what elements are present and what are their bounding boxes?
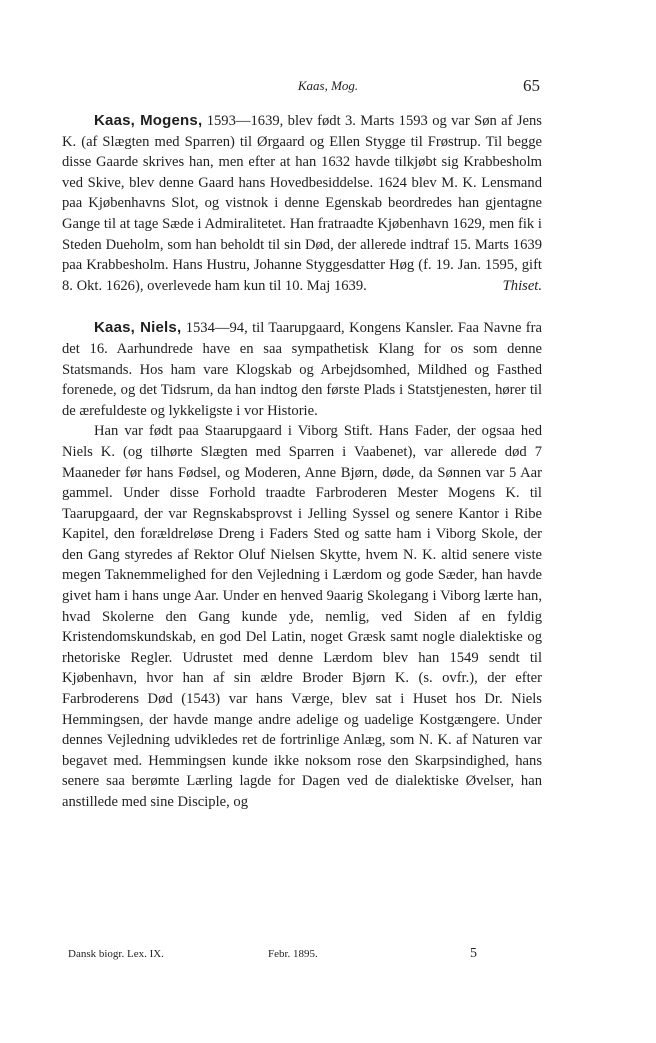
running-title: Kaas, Mog.	[297, 78, 359, 93]
article-paragraph	[62, 421, 542, 812]
headword: Kaas, Niels,	[94, 319, 182, 337]
article-paragraph	[62, 111, 542, 296]
running-head	[0, 76, 656, 98]
footer-publication: Dansk biogr. Lex. IX.	[68, 948, 164, 960]
page-body	[62, 111, 542, 813]
page-footer	[0, 946, 656, 966]
article-paragraph	[62, 318, 542, 421]
footer-date: Febr. 1895.	[268, 948, 318, 960]
author-signature: Thiset.	[502, 277, 542, 294]
footer-signature-mark: 5	[470, 946, 477, 961]
article-kaas-niels	[62, 318, 542, 812]
paragraph-text: 1593—1639, blev født 3. Marts 1593 og var Søn af Jens K. (af Slægten med Sparren) til Ørgaard og Ellen Stygge til Frøstrup. Til begge disse Gaarde skrives han, men efter at han 1632 havde tilkjøbt sig Krabbesholm ved Skive, blev denne Gaard hans Hovedbesiddelse. 1624 blev M. K. Lensmand paa Kjøbenhavns Slot, og vistnok i denne Egenskab beordredes han gjentagne Gange til at tage Sæde i Admiralitetet. Han fratraadte Kjøbenhavn 1629, men fik i Steden Dueholm, som han beholdt til sin Død, der allerede indtraf 15. Marts 1639 paa Krabbesholm. Hans Hustru, Johanne Styggesdatter Høg (f. 19. Jan. 1595, gift 8. Okt. 1626), overlevede ham kun til 10. Maj 1639.	[62, 113, 542, 294]
paragraph-text: Han var født paa Staarupgaard i Viborg Stift. Hans Fader, der ogsaa hed Niels K. (og tilhørte Slægten med Sparren i Vaabenet), var allerede død 7 Maaneder før hans Fødsel, og Moderen, Anne Bjørn, døde, da Sønnen var 5 Aar gammel. Under disse Forhold traadte Farbroderen Mester Mogens K. til Taarupgaard, der var Regnskabsprovst i Jelling Syssel og senere Kantor i Ribe Kapitel, den forældreløse Dreng i Faders Sted og satte ham i Viborg Skole, der den Gang styredes af Rektor Oluf Nielsen Skytte, hvem N. K. altid senere viste megen Taknemmelighed for den Vejledning i Lærdom og gode Sæder, han havde givet ham i hans unge Aar. Under en henved 9aarig Skolegang i Viborg lærte han, hvad Skolerne den Gang kunde yde, nemlig, ved Siden af en fyldig Kristendomskundskab, en god Del Latin, noget Græsk samt nogle dialektiske og rhetoriske Regler. Udrustet med denne Lærdom blev han 1549 sendt til Kjøbenhavn, hvor han af sin ældre Broder Bjørn K. (s. ovfr.), der efter Farbroderens Død (1543) var hans Værge, blev sat i Huset hos Dr. Niels Hemmingsen, der havde mange andre adelige og uadelige Kostgængere. Under dennes Vejledning udvikledes ret de fortrinlige Anlæg, som N. K. af Naturen var begavet med. Hemmingsen kunde ikke noksom rose den Skarpsindighed, hans senere saa berømte Lærling lagde for Dagen ved de dialektiske Øvelser, han anstillede med sine Disciple, og	[62, 423, 542, 810]
article-kaas-mogens	[62, 111, 542, 296]
paragraph-text: 1534—94, til Taarupgaard, Kongens Kansler. Faa Navne fra det 16. Aarhundrede have en saa sympathetisk Klang for os som denne Statsmands. Hos ham vare Klogskab og Arbejdsomhed, Mildhed og Fasthed forenede, og det Tidsrum, da han indtog den første Plads i Statstjenesten, hører til de ærefuldeste og lykkeligste i vor Historie.	[62, 320, 542, 419]
page-number: 65	[523, 76, 540, 95]
headword: Kaas, Mogens,	[94, 112, 203, 129]
